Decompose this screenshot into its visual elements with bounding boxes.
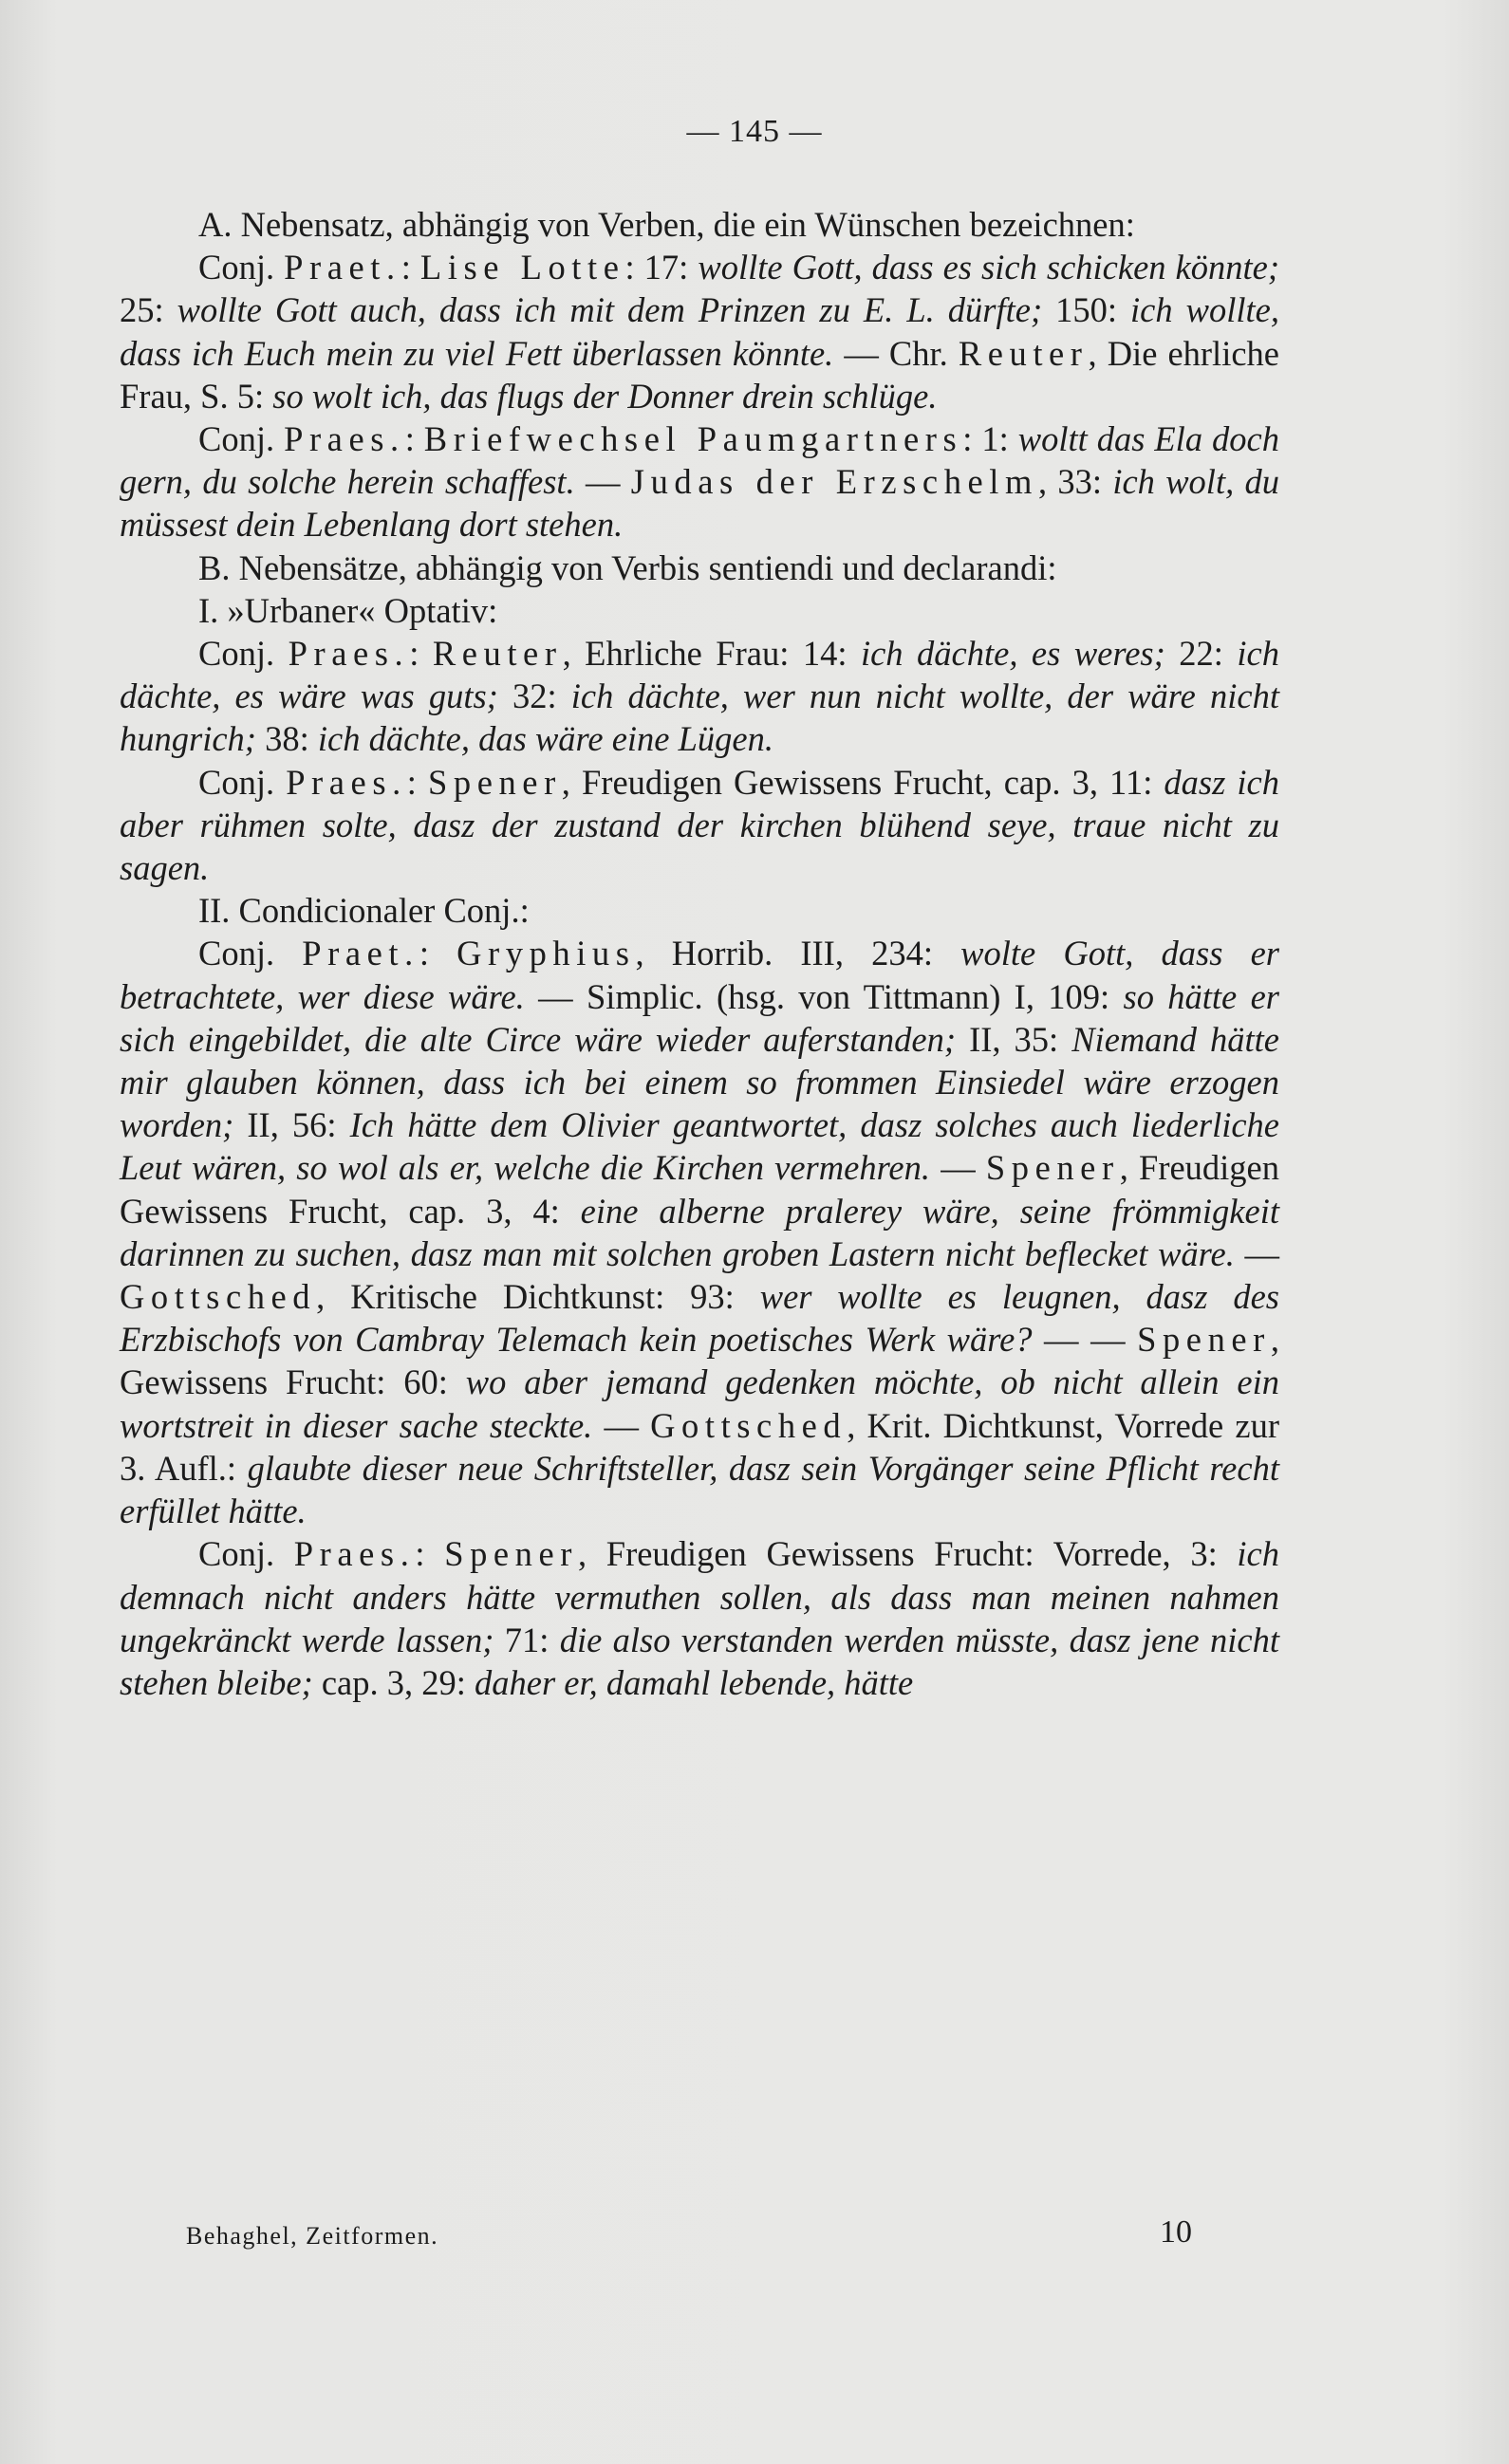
body-text bbox=[120, 203, 1279, 1704]
quoted-example-text: wollte Gott, dass es sich schicken könnte; bbox=[698, 248, 1279, 287]
text-run: : bbox=[409, 634, 433, 674]
text-run: Conj. bbox=[198, 634, 289, 674]
quoted-example-text: ich wolt, du müssest dein Lebenlang dort stehen. bbox=[120, 462, 1280, 545]
text-run: A. Nebensatz, abhängig von Verben, die ein Wünschen bezeichnen: bbox=[198, 205, 1135, 244]
quoted-example-text: ich demnach nicht anders hätte vermuthen sollen, als dass man meinen nahmen ungekränckt werde lassen; bbox=[120, 1534, 1279, 1659]
footer bbox=[186, 2214, 1192, 2251]
text-run: , Ehrliche Frau: 14: bbox=[562, 634, 861, 674]
text-run: , 33: bbox=[1037, 462, 1113, 502]
quoted-example-text: woltt das Ela doch gern, du solche herein schaffest. bbox=[120, 419, 1279, 502]
text-run: 38: bbox=[255, 719, 318, 759]
section-ii-heading bbox=[120, 889, 1279, 932]
text-run: 71: bbox=[494, 1620, 560, 1659]
quoted-example-text: wo aber jemand gedenken möchte, ob nicht allein ein wortstreit in dieser sache steckte. bbox=[120, 1362, 1279, 1445]
text-run: Spener bbox=[985, 1148, 1120, 1188]
page-number: — 145 — bbox=[686, 114, 823, 149]
text-run: Conj. bbox=[198, 1534, 294, 1574]
text-run: , Gewissens Frucht: 60: bbox=[120, 1320, 1280, 1402]
text-run: , Die ehrliche Frau, S. 5: bbox=[120, 333, 1279, 416]
section-i-heading bbox=[120, 589, 1279, 632]
text-run: Spener bbox=[428, 762, 562, 802]
text-run: , Horrib. III, 234: bbox=[635, 934, 961, 973]
text-run: Conj. bbox=[198, 419, 285, 459]
text-run: Gottsched bbox=[650, 1405, 848, 1445]
text-run: , Freudigen Gewissens Frucht: Vorrede, 3: bbox=[577, 1534, 1238, 1574]
quoted-example-text: wollte Gott auch, dass ich mit dem Prinzen zu E. L. dürfte; bbox=[177, 290, 1043, 330]
text-run: cap. 3, 29: bbox=[312, 1662, 475, 1702]
quoted-example-text: eine alberne pralerey wäre, seine frömmigkeit darinnen zu suchen, dasz man mit solchen groben Lastern nicht beflecket wäre. bbox=[120, 1191, 1279, 1273]
text-run: II, 56: bbox=[233, 1105, 350, 1145]
paragraph-a-praet bbox=[120, 246, 1279, 417]
text-run: : bbox=[406, 762, 429, 802]
quoted-example-text: ich dächte, es weres; bbox=[860, 634, 1165, 674]
text-run: Judas der Erzschelm bbox=[630, 462, 1038, 502]
paragraph-ii-praes bbox=[120, 1532, 1279, 1704]
text-run: Spener bbox=[1137, 1320, 1271, 1360]
text-run: Reuter bbox=[432, 634, 563, 674]
text-run: — Simplic. (hsg. von Tittmann) I, 109: bbox=[524, 976, 1124, 1016]
quoted-example-text: so wolt ich, das flugs der Donner drein schlüge. bbox=[272, 376, 938, 416]
text-run: Spener bbox=[444, 1534, 578, 1574]
quoted-example-text: die also verstanden werden müsste, dasz jene nicht stehen bleibe; bbox=[120, 1620, 1279, 1702]
quoted-example-text: so hätte er sich eingebildet, die alte Circe wäre wieder auferstanden; bbox=[120, 976, 1279, 1059]
text-run: Briefwechsel Paumgartners bbox=[423, 419, 963, 459]
text-run: , Kritische Dichtkunst: 93: bbox=[316, 1277, 760, 1317]
text-run: , Freudigen Gewissens Frucht, cap. 3, 11: bbox=[561, 762, 1164, 802]
paragraph-ii-praet bbox=[120, 932, 1279, 1532]
text-run: : bbox=[401, 248, 420, 287]
text-run: Praes. bbox=[286, 762, 407, 802]
text-run: Conj. bbox=[198, 248, 285, 287]
quoted-example-text: glaubte dieser neue Schriftsteller, dasz sein Vorgänger seine Pflicht recht erfüllet hätte. bbox=[120, 1448, 1279, 1531]
quoted-example-text: wer wollte es leugnen, dasz des Erzbischofs von Cambray Telemach kein poetisches Werk wäre? bbox=[120, 1277, 1279, 1360]
text-run: II. Condicionaler Conj.: bbox=[198, 891, 530, 931]
text-run: Lise Lotte bbox=[419, 248, 625, 287]
quoted-example-text: ich dächte, das wäre eine Lügen. bbox=[317, 719, 774, 759]
paragraph-a-praes bbox=[120, 417, 1279, 547]
quoted-example-text: wolte Gott, dass er betrachtete, wer diese wäre. bbox=[120, 934, 1279, 1016]
text-run: 150: bbox=[1042, 290, 1131, 330]
signature-mark: 10 bbox=[1160, 2214, 1192, 2250]
text-run: : bbox=[415, 1534, 445, 1574]
text-run: — bbox=[930, 1148, 986, 1188]
footer-author-title: Behaghel, Zeitformen. bbox=[186, 2222, 439, 2250]
text-run: : 1: bbox=[962, 419, 1018, 459]
text-run: — Chr. bbox=[833, 333, 959, 373]
text-run: — bbox=[574, 462, 631, 502]
text-run: Reuter bbox=[958, 333, 1089, 373]
text-run: Praet. bbox=[284, 248, 401, 287]
quoted-example-text: dasz ich aber rühmen solte, dasz der zustand der kirchen blühend seye, traue nicht zu sagen. bbox=[120, 762, 1279, 888]
text-run: , Krit. Dichtkunst, Vorrede zur 3. Aufl.: bbox=[120, 1405, 1279, 1488]
quoted-example-text: ich dächte, es wäre was guts; bbox=[120, 634, 1279, 716]
text-run: 22: bbox=[1164, 634, 1238, 674]
text-run: Conj. bbox=[198, 762, 287, 802]
quoted-example-text: Niemand hätte mir glauben können, dass ich bei einem so frommen Einsiedel wäre erzogen worden; bbox=[120, 1019, 1280, 1145]
text-run: , Freudigen Gewissens Frucht, cap. 3, 4: bbox=[120, 1148, 1280, 1231]
text-run: Praes. bbox=[293, 1534, 416, 1574]
text-run: Gottsched bbox=[120, 1277, 317, 1317]
paragraph-i-spener bbox=[120, 761, 1279, 890]
quoted-example-text: Ich hätte dem Olivier geantwortet, dasz solches auch liederliche Leut wären, so wol als er, welche die Kirchen vermehren. bbox=[120, 1105, 1279, 1188]
text-run: Praes. bbox=[288, 634, 410, 674]
text-run: Conj. bbox=[198, 934, 303, 973]
text-run: — bbox=[1234, 1233, 1279, 1273]
text-run: II, 35: bbox=[956, 1019, 1072, 1059]
paragraph-a-heading bbox=[120, 203, 1279, 246]
text-run: Gryphius bbox=[456, 934, 636, 973]
quoted-example-text: ich dächte, wer nun nicht wollte, der wäre nicht hungrich; bbox=[120, 676, 1279, 759]
text-run: B. Nebensätze, abhängig von Verbis sentiendi und declarandi: bbox=[198, 547, 1057, 587]
text-run: 25: bbox=[120, 290, 177, 330]
text-run: — — bbox=[1032, 1320, 1138, 1360]
paragraph-i-reuter bbox=[120, 632, 1279, 761]
paragraph-b-heading bbox=[120, 547, 1279, 589]
text-run: Praes. bbox=[284, 419, 405, 459]
text-run: : 17: bbox=[624, 248, 699, 287]
text-run: I. »Urbaner« Optativ: bbox=[198, 590, 498, 630]
quoted-example-text: daher er, damahl lebende, hätte bbox=[475, 1662, 914, 1702]
text-run: : bbox=[404, 419, 424, 459]
text-run: — bbox=[592, 1405, 651, 1445]
text-run: : bbox=[419, 934, 457, 973]
quoted-example-text: ich wollte, dass ich Euch mein zu viel Fett überlassen könnte. bbox=[120, 290, 1279, 373]
text-run: Praet. bbox=[302, 934, 419, 973]
text-run: 32: bbox=[497, 676, 571, 716]
